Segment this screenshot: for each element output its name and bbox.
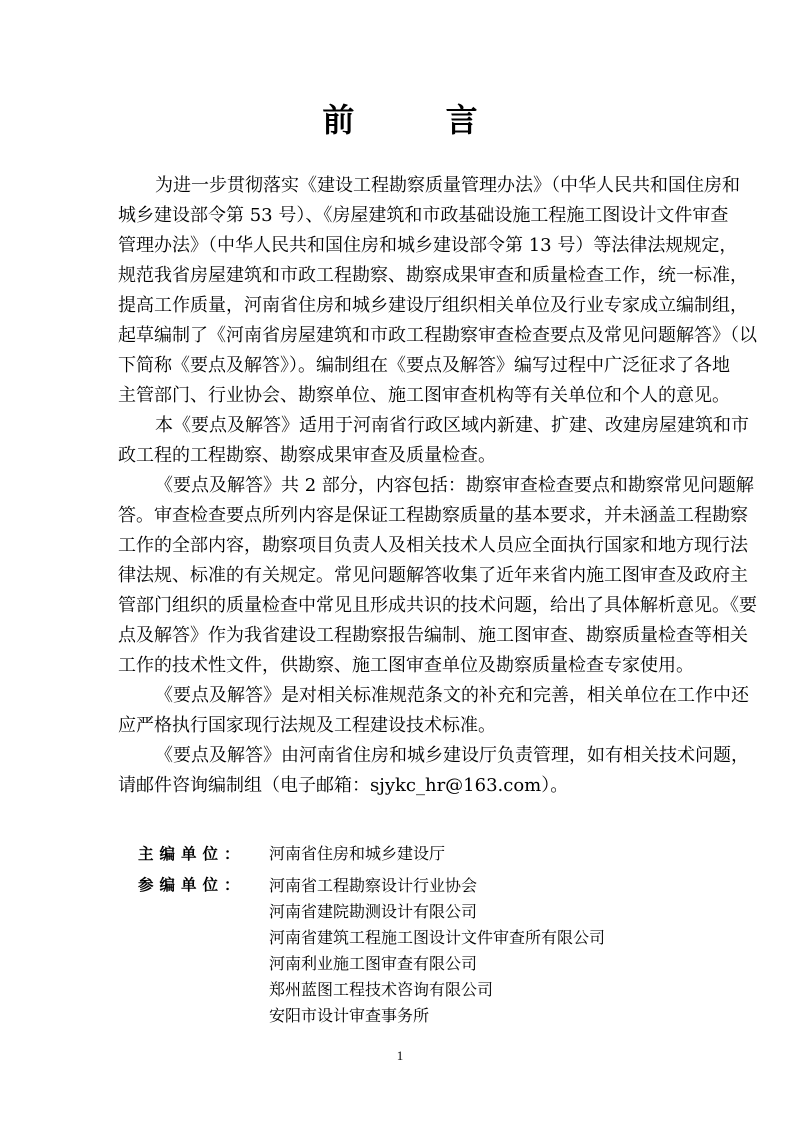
paragraph-line: 《要点及解答》是对相关标准规范条文的补充和完善，相关单位在工作中还 <box>155 685 749 706</box>
participating-units-label: 参编单位： <box>138 876 246 894</box>
paragraph-line: 为进一步贯彻落实《建设工程勘察质量管理办法》（中华人民共和国住房和 <box>155 175 740 196</box>
paragraph-line: 请邮件咨询编制组（电子邮箱：sjykc_hr@163.com）。 <box>118 775 569 796</box>
paragraph-line: 起草编制了《河南省房屋建筑和市政工程勘察审查检查要点及常见问题解答》（以 <box>118 325 757 346</box>
paragraph-line: 《要点及解答》由河南省住房和城乡建设厅负责管理，如有相关技术问题， <box>155 745 749 766</box>
paragraph-line: 城乡建设部令第 53 号）、《房屋建筑和市政基础设施工程施工图设计文件审查 <box>118 205 729 226</box>
participating-units-list <box>269 873 605 1029</box>
chief-unit-value: 河南省住房和城乡建设厅 <box>269 844 446 863</box>
participating-unit: 河南省建院勘测设计有限公司 <box>269 902 478 921</box>
paragraph-line: 《要点及解答》共 2 部分，内容包括：勘察审查检查要点和勘察常见问题解 <box>155 475 754 496</box>
paragraph-line: 提高工作质量，河南省住房和城乡建设厅组织相关单位及行业专家成立编制组， <box>118 295 748 316</box>
paragraph-line: 点及解答》作为我省建设工程勘察报告编制、施工图审查、勘察质量检查等相关 <box>118 625 748 646</box>
paragraph <box>118 411 749 471</box>
participating-unit: 河南省工程勘察设计行业协会 <box>269 876 478 895</box>
paragraph <box>118 471 757 681</box>
paragraph-line: 管理办法》（中华人民共和国住房和城乡建设部令第 13 号）等法律法规规定， <box>118 235 738 256</box>
paragraph-line: 政工程的工程勘察、勘察成果审查及质量检查。 <box>118 445 496 466</box>
participating-unit: 河南利业施工图审查有限公司 <box>269 954 478 973</box>
paragraph-line: 管部门组织的质量检查中常见且形成共识的技术问题，给出了具体解析意见。《要 <box>118 595 757 616</box>
paragraph-line: 本《要点及解答》适用于河南省行政区域内新建、扩建、改建房屋建筑和市 <box>155 415 749 436</box>
preface-body <box>118 171 757 801</box>
participating-unit: 河南省建筑工程施工图设计文件审查所有限公司 <box>269 928 606 947</box>
paragraph-line: 答。审查检查要点所列内容是保证工程勘察质量的基本要求，并未涵盖工程勘察 <box>118 505 748 526</box>
paragraph-line: 规范我省房屋建筑和市政工程勘察、勘察成果审查和质量检查工作，统一标准， <box>118 265 748 286</box>
paragraph <box>118 681 749 741</box>
paragraph-line: 主管部门、行业协会、勘察单位、施工图审查机构等有关单位和个人的意见。 <box>118 385 730 406</box>
participating-unit: 郑州蓝图工程技术咨询有限公司 <box>269 980 494 999</box>
page-title: 前 言 <box>322 101 518 139</box>
participating-units-row <box>138 873 605 1029</box>
paragraph-line: 下简称《要点及解答》）。编制组在《要点及解答》编写过程中广泛征求了各地 <box>118 355 730 376</box>
paragraph-line: 律法规、标准的有关规定。常见问题解答收集了近年来省内施工图审查及政府主 <box>118 565 748 586</box>
chief-unit-row <box>138 841 605 873</box>
page-number: 1 <box>396 1048 404 1063</box>
paragraph-line: 工作的技术性文件，供勘察、施工图审查单位及勘察质量检查专家使用。 <box>118 655 694 676</box>
units-section <box>138 841 605 1029</box>
paragraph-line: 工作的全部内容，勘察项目负责人及相关技术人员应全面执行国家和地方现行法 <box>118 535 748 556</box>
participating-unit: 安阳市设计审查事务所 <box>269 1006 430 1025</box>
paragraph-line: 应严格执行国家现行法规及工程建设技术标准。 <box>118 715 496 736</box>
chief-unit-label: 主编单位： <box>138 845 246 863</box>
paragraph <box>118 171 757 411</box>
paragraph <box>118 741 749 801</box>
